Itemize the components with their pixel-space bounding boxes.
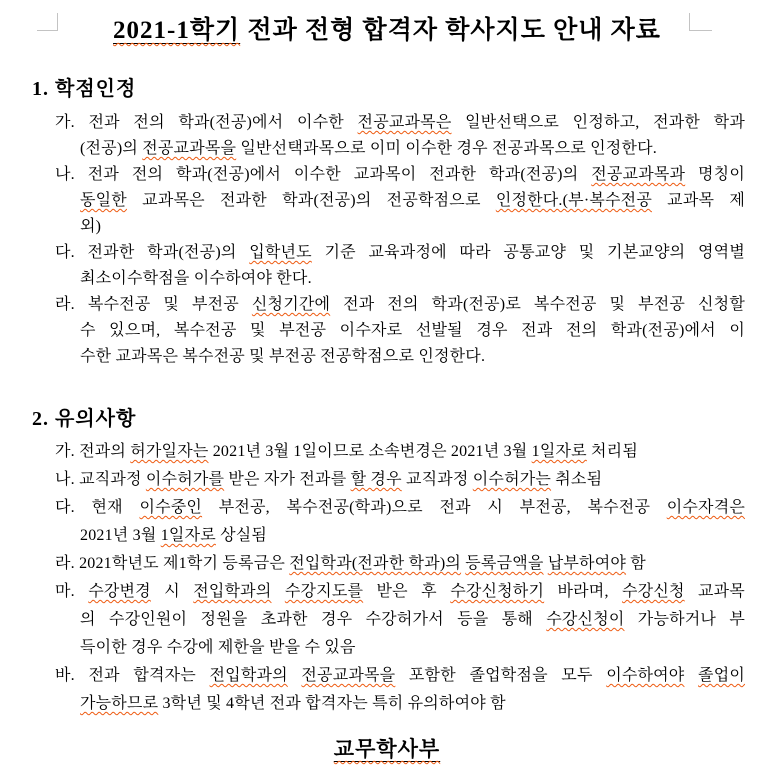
spellcheck-underline: 허가일자는 bbox=[130, 443, 209, 460]
document-page bbox=[0, 13, 774, 779]
text-segment: 현재 bbox=[91, 499, 140, 516]
section-list bbox=[0, 110, 774, 370]
text-line bbox=[0, 522, 774, 550]
spellcheck-underline: 가능하므로 bbox=[80, 695, 159, 712]
text-segment: 교과목 bbox=[684, 583, 745, 600]
spellcheck-underline: 1일자로 bbox=[160, 527, 216, 544]
spellcheck-underline: 전입학과(전과한 학과)의 bbox=[289, 555, 462, 572]
text-line bbox=[0, 266, 774, 292]
text-line bbox=[0, 634, 774, 662]
text-segment: 외) bbox=[80, 218, 102, 235]
text-segment bbox=[684, 667, 698, 684]
section-heading: 2. 유의사항 bbox=[32, 408, 137, 430]
list-item-label: 가. bbox=[55, 114, 89, 131]
text-segment: 받은 자가 전과를 bbox=[224, 471, 351, 488]
list-item-label: 라. bbox=[55, 555, 80, 572]
spellcheck-underline: 수강지도를 bbox=[284, 583, 364, 600]
text-line bbox=[0, 188, 774, 214]
text-line bbox=[0, 438, 774, 466]
text-segment: 전과 전의 학과(전공)에서 이수한 교과목이 전과한 학과(전공)의 bbox=[87, 166, 592, 183]
text-segment: 기준 교육과정에 따라 공통교양 및 기본교양의 영역별 bbox=[311, 244, 745, 261]
text-segment: 2021년 3월 1일이므로 소속변경은 2021년 3월 bbox=[208, 443, 532, 460]
text-segment: 부전공, 복수전공(학과)으로 전과 시 부전공, 복수전공 bbox=[202, 499, 667, 516]
section-list bbox=[0, 438, 774, 718]
text-segment: 전과한 학과(전공)의 bbox=[87, 244, 250, 261]
spellcheck-underline: 신청기간에 bbox=[251, 296, 331, 313]
page-title bbox=[0, 13, 774, 49]
list-item-label: 마. bbox=[55, 583, 89, 600]
text-segment: 처리됨 bbox=[586, 443, 638, 460]
text-segment: 바라며, bbox=[544, 583, 623, 600]
text-segment: 함 bbox=[626, 555, 646, 572]
text-line bbox=[0, 110, 774, 136]
text-segment: 교직과정 bbox=[79, 471, 146, 488]
footer-text: 교무학사부 bbox=[333, 737, 441, 761]
spellcheck-underline: 전공교과목을 bbox=[301, 667, 396, 684]
spellcheck-underline: 전공교과목을 bbox=[142, 140, 237, 157]
text-line bbox=[0, 240, 774, 266]
spellcheck-underline: 납부하여야 bbox=[547, 555, 627, 572]
text-segment: 시 bbox=[150, 583, 194, 600]
text-segment: 복수전공 및 부전공 bbox=[87, 296, 252, 313]
spellcheck-underline: 전공교과목과 bbox=[591, 166, 686, 183]
text-line bbox=[0, 494, 774, 522]
text-line bbox=[0, 578, 774, 606]
text-segment bbox=[288, 667, 302, 684]
list-item-label: 다. bbox=[55, 499, 92, 516]
list-item-label: 가. bbox=[55, 443, 80, 460]
title-underlined-part bbox=[113, 17, 240, 44]
spellcheck-underline: 할 경우 bbox=[350, 471, 402, 488]
spellcheck-underline: 동일한 bbox=[80, 192, 127, 209]
text-line bbox=[0, 466, 774, 494]
text-segment: (전공)의 bbox=[80, 140, 143, 157]
spellcheck-underline: 등록금액을 bbox=[465, 555, 544, 572]
text-segment: 취소됨 bbox=[551, 471, 603, 488]
text-segment: 전과 전의 학과(전공)에서 이수한 bbox=[88, 114, 358, 131]
text-line bbox=[0, 550, 774, 578]
spellcheck-underline: 수강변경 bbox=[88, 583, 151, 600]
text-line bbox=[0, 162, 774, 188]
text-segment: 일반선택과목으로 이미 이수한 경우 전공과목으로 인정한다. bbox=[236, 140, 657, 157]
spellcheck-underline: 이수허가는 bbox=[472, 471, 552, 488]
spellcheck-underline: 1일자로 bbox=[531, 443, 587, 460]
list-item-label: 나. bbox=[55, 166, 88, 183]
title-text: 2021-1학기 bbox=[113, 17, 241, 44]
footer-underline bbox=[334, 737, 440, 761]
spellcheck-underline: 이수중인 bbox=[139, 499, 203, 516]
spellcheck-underline: 인정한다.(부·복수전공 bbox=[495, 192, 652, 209]
spellcheck-underline bbox=[113, 17, 240, 44]
text-segment: 2021년 3월 bbox=[80, 527, 161, 544]
text-line bbox=[0, 318, 774, 344]
page-corner-mark-top-right bbox=[689, 13, 712, 31]
text-segment: 전과 전의 학과(전공)로 복수전공 및 부전공 신청할 bbox=[330, 296, 745, 313]
text-segment: 교직과정 bbox=[401, 471, 473, 488]
text-line bbox=[0, 214, 774, 240]
text-segment: 2021학년도 제1학기 등록금은 bbox=[79, 555, 290, 572]
text-line bbox=[0, 292, 774, 318]
page-corner-mark-top-left bbox=[37, 13, 58, 31]
title-text-rest: 전과 전형 합격자 학사지도 안내 자료 bbox=[240, 17, 661, 44]
spellcheck-underline: 수강신청이 bbox=[546, 611, 625, 628]
document-sections bbox=[0, 76, 774, 718]
list-item-label: 바. bbox=[55, 667, 89, 684]
spellcheck-underline: 이수하여야 bbox=[606, 667, 685, 684]
text-segment: 교과목은 전과한 학과(전공)의 전공학점으로 bbox=[126, 192, 496, 209]
spellcheck-underline: 전공교과목은 bbox=[357, 114, 452, 131]
text-segment: 상실됨 bbox=[215, 527, 268, 544]
text-line bbox=[0, 662, 774, 690]
spellcheck-underline: 전입학과의 bbox=[193, 583, 272, 600]
list-item-label: 다. bbox=[55, 244, 88, 261]
spellcheck-underline: 졸업이 bbox=[698, 667, 746, 684]
text-segment: 명칭이 bbox=[685, 166, 745, 183]
text-line bbox=[0, 690, 774, 718]
text-segment: 교과목 제 bbox=[651, 192, 745, 209]
text-line bbox=[0, 344, 774, 370]
text-segment: 포함한 졸업학점을 모두 bbox=[395, 667, 607, 684]
spellcheck-underline: 수강신청 bbox=[622, 583, 685, 600]
spellcheck-underline: 수강신청하기 bbox=[450, 583, 545, 600]
text-segment: 받은 후 bbox=[363, 583, 451, 600]
text-segment: 득이한 경우 수강에 제한을 받을 수 있음 bbox=[80, 639, 356, 656]
text-line bbox=[0, 136, 774, 162]
spellcheck-underline bbox=[334, 737, 440, 761]
section-heading: 1. 학점인정 bbox=[32, 78, 137, 100]
text-segment: 일반선택으로 인정하고, 전과한 학과 bbox=[451, 114, 745, 131]
text-segment: 수한 교과목은 복수전공 및 부전공 전공학점으로 인정한다. bbox=[80, 348, 486, 365]
text-segment: 수 있으며, 복수전공 및 부전공 이수자로 선발될 경우 전과 전의 학과(전공)에서 이 bbox=[80, 322, 745, 339]
text-segment: 전과의 bbox=[79, 443, 131, 460]
footer-department bbox=[0, 734, 774, 764]
list-item-label: 나. bbox=[55, 471, 80, 488]
text-line bbox=[0, 606, 774, 634]
text-segment: 전과 합격자는 bbox=[88, 667, 210, 684]
list-item-label: 라. bbox=[55, 296, 88, 313]
spellcheck-underline: 이수자격은 bbox=[666, 499, 746, 516]
spellcheck-underline: 이수허가를 bbox=[145, 471, 225, 488]
text-segment: 최소이수학점을 이수하여야 한다. bbox=[80, 270, 312, 287]
text-segment: 의 수강인원이 정원을 초과한 경우 수강허가서 등을 통해 bbox=[80, 611, 547, 628]
text-segment: 가능하거나 부 bbox=[624, 611, 745, 628]
spellcheck-underline: 전입학과의 bbox=[209, 667, 288, 684]
text-segment bbox=[272, 583, 285, 600]
spellcheck-underline: 입학년도 bbox=[249, 244, 312, 261]
text-segment: 3학년 및 4학년 전과 합격자는 특히 유의하여야 함 bbox=[158, 695, 506, 712]
